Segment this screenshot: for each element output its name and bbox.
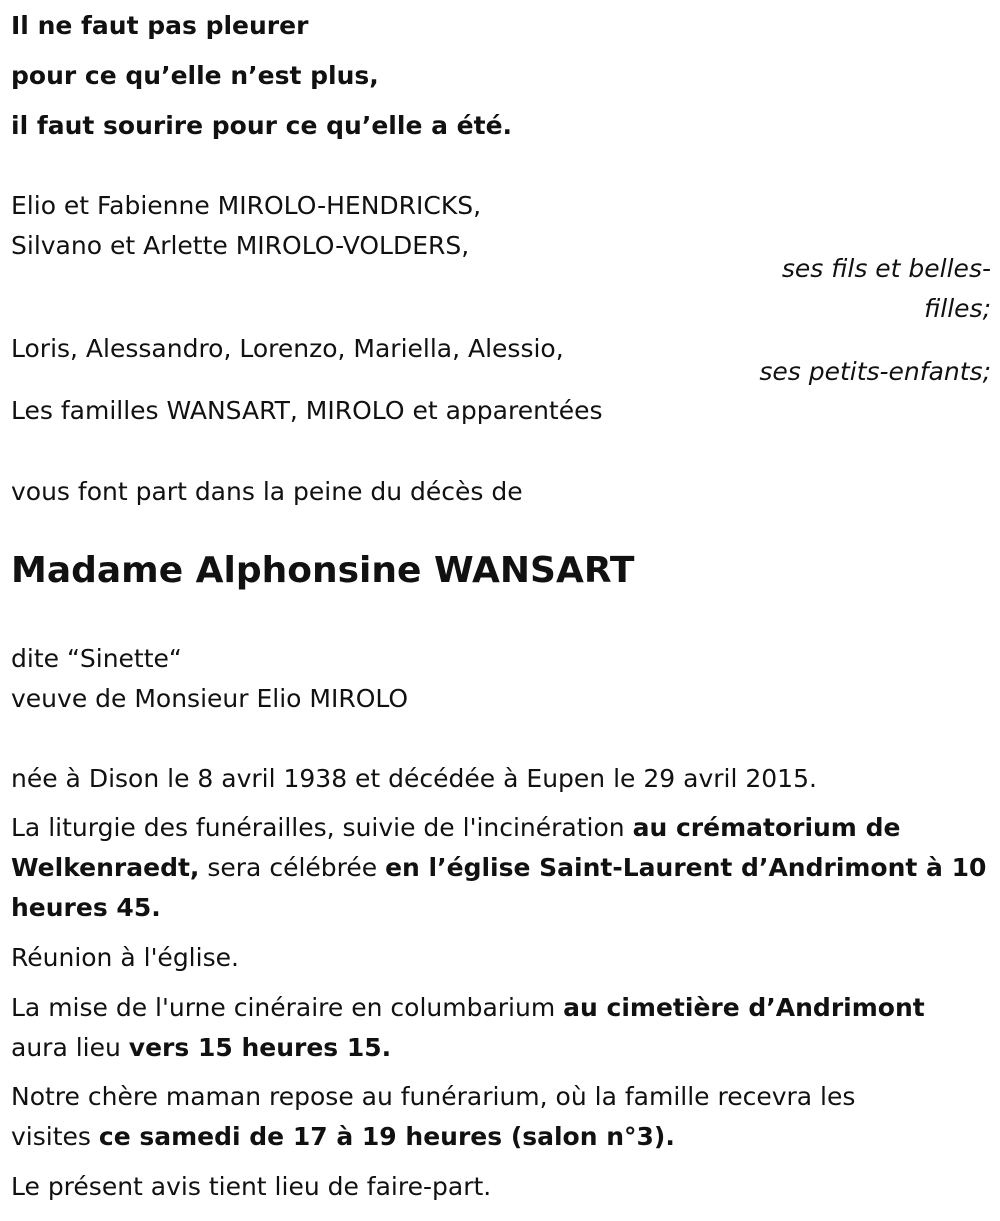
poem-line-2: pour ce qu’elle n’est plus, [11, 61, 379, 90]
dates-line: née à Dison le 8 avril 1938 et décédée à Eupen le 29 avril 2015. [11, 764, 817, 793]
church-emphasis: en l’église Saint-Laurent d’Andrimont à 10 [385, 853, 987, 882]
visits-time-emphasis: ce samedi de 17 à 19 heures (salon n°3). [98, 1122, 675, 1151]
grandchildren-role: ses petits-enfants; [759, 357, 991, 386]
urn-time-emphasis: vers 15 heures 15. [128, 1033, 392, 1062]
families-line: Les familles WANSART, MIROLO et apparentées [11, 396, 603, 425]
funeral-text: sera célébrée [199, 853, 386, 882]
widow-line: veuve de Monsieur Elio MIROLO [11, 684, 409, 713]
funeral-line-1 [11, 815, 900, 840]
urn-text: aura lieu [11, 1033, 129, 1062]
notice-line: Le présent avis tient lieu de faire-part. [11, 1172, 492, 1201]
sons-role-line-2: filles; [924, 294, 991, 323]
cemetery-emphasis: au cimetière d’Andrimont [563, 993, 925, 1022]
urn-line-2 [11, 1035, 391, 1060]
sons-line-2: Silvano et Arlette MIROLO-VOLDERS, [11, 231, 470, 260]
nickname-line: dite “Sinette“ [11, 644, 182, 673]
poem-line-1: Il ne faut pas pleurer [11, 11, 309, 40]
visits-line-1: Notre chère maman repose au funérarium, où la famille recevra les [11, 1082, 856, 1111]
sons-line-1: Elio et Fabienne MIROLO-HENDRICKS, [11, 191, 482, 220]
crematorium-emphasis: au crématorium de [632, 813, 901, 842]
visits-text: visites [11, 1122, 99, 1151]
grandchildren-line: Loris, Alessandro, Lorenzo, Mariella, Alessio, [11, 334, 564, 363]
crematorium-place: Welkenraedt, [11, 853, 200, 882]
funeral-line-2 [11, 855, 986, 880]
announce-line: vous font part dans la peine du décès de [11, 477, 523, 506]
poem-line-3: il faut sourire pour ce qu’elle a été. [11, 111, 513, 140]
meeting-line: Réunion à l'église. [11, 943, 239, 972]
deceased-name: Madame Alphonsine WANSART [11, 550, 635, 591]
urn-line-1 [11, 995, 925, 1020]
funeral-text: La liturgie des funérailles, suivie de l'incinération [11, 813, 633, 842]
urn-text: La mise de l'urne cinéraire en columbarium [11, 993, 564, 1022]
funeral-time: heures 45. [11, 893, 161, 922]
sons-role-line-1: ses fils et belles- [781, 254, 991, 283]
visits-line-2 [11, 1124, 675, 1149]
